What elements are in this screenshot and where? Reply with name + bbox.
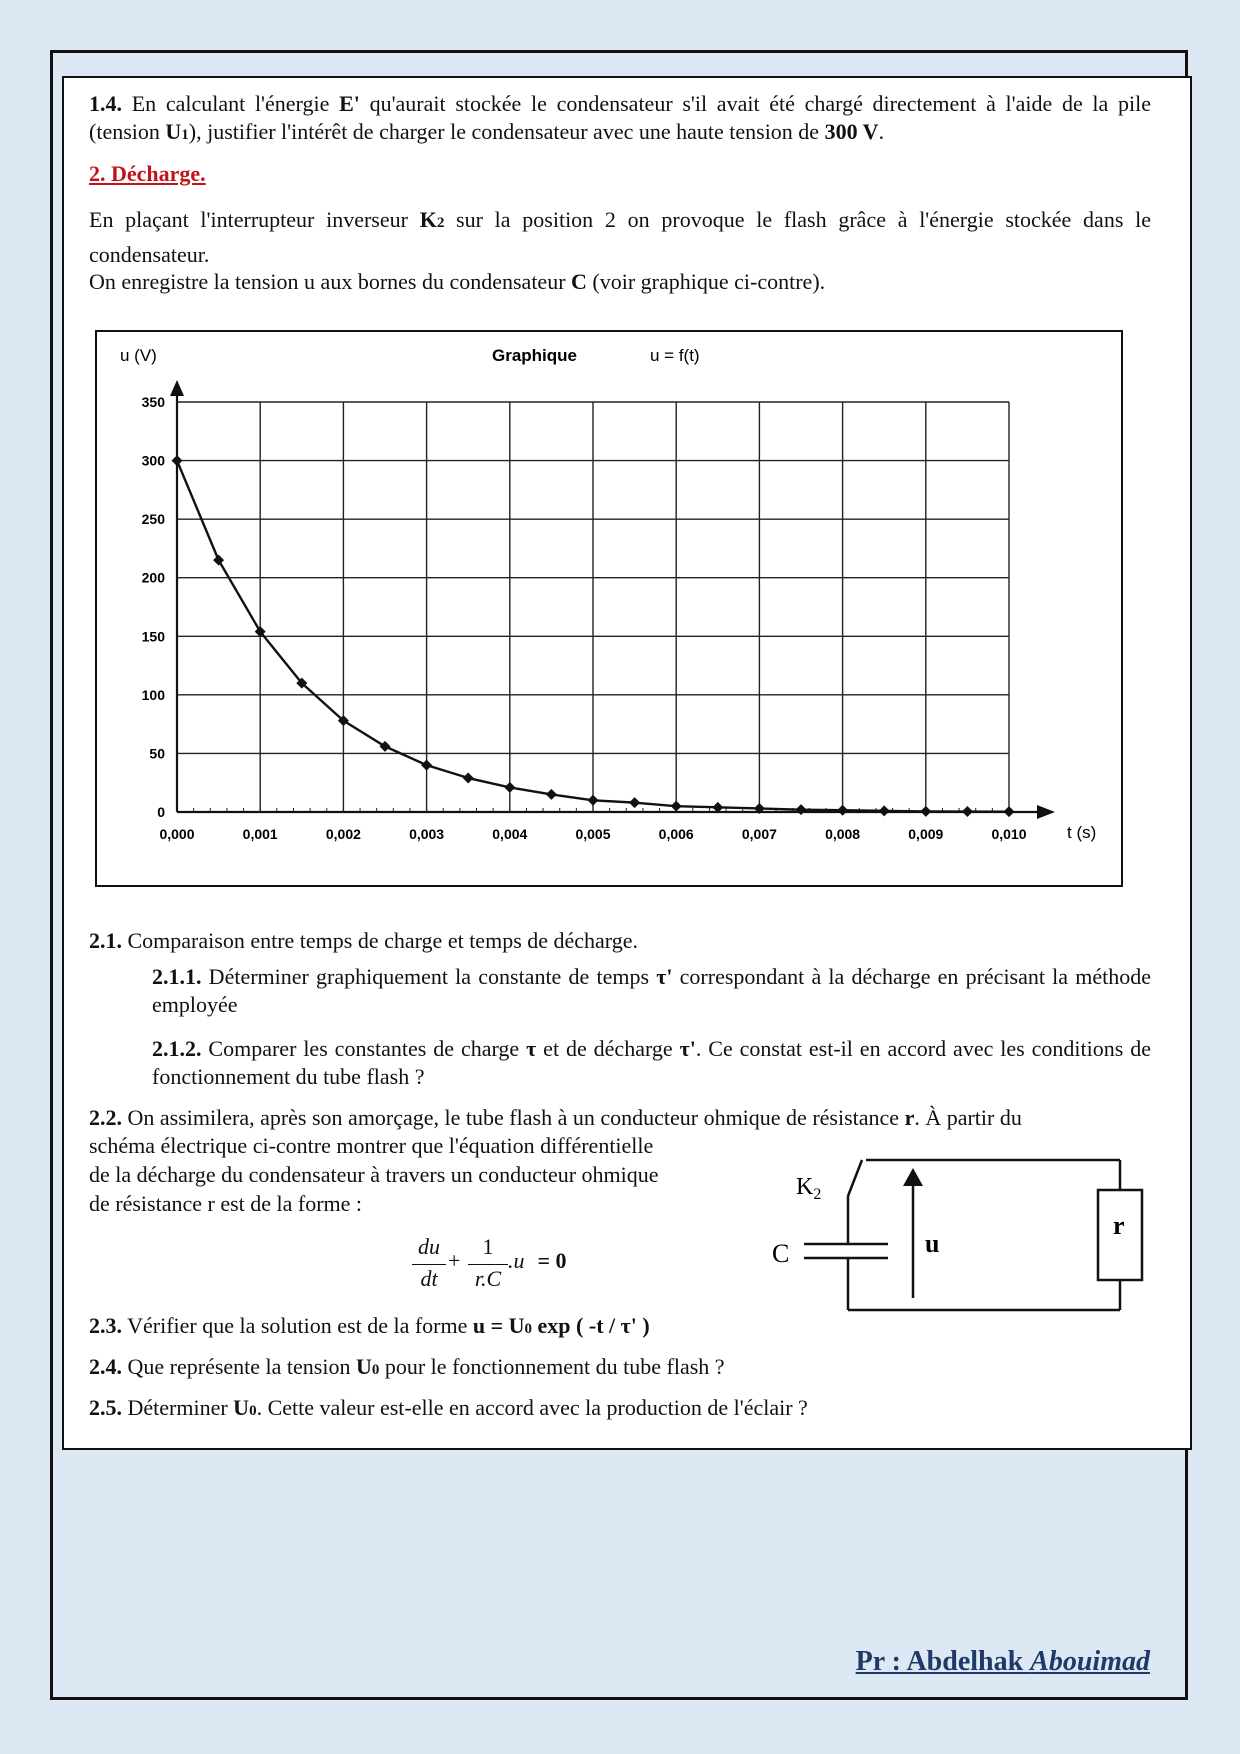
x-tick-label: 0,006 bbox=[658, 826, 694, 842]
data-point bbox=[504, 782, 515, 793]
chart-svg bbox=[97, 332, 1125, 889]
eq-rhs: = 0 bbox=[532, 1248, 567, 1273]
differential-equation bbox=[404, 1226, 624, 1296]
data-point bbox=[463, 773, 474, 784]
eq-denominator: r.C bbox=[474, 1266, 502, 1291]
circuit-diagram bbox=[770, 1148, 1170, 1313]
intro-paragraph: En plaçant l'interrupteur inverseur K2 sur la position 2 on provoque le flash grâce à l'énergie stockée dans le condensateur. bbox=[89, 207, 1151, 267]
data-point bbox=[629, 797, 640, 808]
question-2-1-1: 2.1.1. Déterminer graphiquement la constante de temps τ' correspondant à la décharge en précisant la méthode employée bbox=[152, 964, 1151, 1017]
question-2-4: 2.4. Que représente la tension U0 pour le fonctionnement du tube flash ? bbox=[89, 1354, 725, 1379]
x-tick-label: 0,000 bbox=[159, 826, 195, 842]
section-title: 2. Décharge. bbox=[89, 161, 206, 186]
question-2-2-line: de la décharge du condensateur à travers un conducteur ohmique bbox=[89, 1162, 659, 1187]
eq-numerator: du bbox=[418, 1234, 440, 1259]
y-tick-label: 200 bbox=[141, 569, 165, 586]
data-point bbox=[1004, 806, 1015, 817]
x-tick-label: 0,008 bbox=[825, 826, 861, 842]
chart-title: Graphique bbox=[492, 346, 578, 365]
x-tick-label: 0,009 bbox=[908, 826, 944, 842]
y-axis-label: u (V) bbox=[120, 346, 157, 365]
question-1-4: 1.4. En calculant l'énergie E' qu'aurait stockée le condensateur s'il avait été chargé directement à l'aide de la pile (tension U1), justifier l'intérêt de charger le condensateur avec une haute tension de 300 V. bbox=[89, 91, 1152, 144]
question-2-5: 2.5. Déterminer U0. Cette valeur est-elle en accord avec la production de l'éclair ? bbox=[89, 1395, 808, 1420]
x-axis-arrow bbox=[1037, 805, 1055, 819]
x-tick-label: 0,007 bbox=[741, 826, 777, 842]
question-2-2-line: schéma électrique ci-contre montrer que l'équation différentielle bbox=[89, 1133, 654, 1158]
x-tick-label: 0,005 bbox=[575, 826, 611, 842]
question-2-2: 2.2. On assimilera, après son amorçage, le tube flash à un conducteur ohmique de résistance r. À partir du bbox=[89, 1105, 1022, 1130]
data-point bbox=[588, 795, 599, 806]
discharge-chart bbox=[95, 330, 1123, 887]
chart-subtitle: u = f(t) bbox=[650, 346, 700, 365]
y-tick-label: 0 bbox=[157, 804, 165, 820]
x-tick-label: 0,010 bbox=[991, 826, 1027, 842]
eq-u: .u bbox=[508, 1248, 525, 1273]
y-tick-label: 150 bbox=[141, 628, 165, 645]
data-point bbox=[962, 806, 973, 817]
y-tick-label: 50 bbox=[149, 745, 165, 762]
question-2-2-line: de résistance r est de la forme : bbox=[89, 1191, 363, 1216]
x-tick-label: 0,004 bbox=[492, 826, 528, 842]
switch-k2 bbox=[848, 1160, 862, 1196]
y-axis-arrow bbox=[170, 380, 184, 396]
y-tick-label: 100 bbox=[141, 686, 165, 703]
data-point bbox=[172, 455, 183, 466]
data-point bbox=[546, 789, 557, 800]
question-2-3: 2.3. Vérifier que la solution est de la forme u = U0 exp ( -t / τ' ) bbox=[89, 1313, 650, 1338]
switch-label: $K_2$ bbox=[796, 1174, 822, 1203]
question-2-1: 2.1. Comparaison entre temps de charge et temps de décharge. bbox=[89, 928, 639, 953]
data-point bbox=[213, 555, 224, 566]
question-2-1-2: 2.1.2. Comparer les constantes de charge τ et de décharge τ'. Ce constat est-il en accord avec les conditions de fonctionnement du tube flash ? bbox=[152, 1036, 1151, 1089]
x-tick-label: 0,003 bbox=[409, 826, 445, 842]
author-signature: Pr : Abdelhak Abouimad bbox=[855, 1646, 1150, 1677]
x-tick-label: 0,001 bbox=[242, 826, 278, 842]
voltage-label: u bbox=[925, 1229, 940, 1258]
resistor-label: r bbox=[1113, 1211, 1125, 1240]
data-point bbox=[920, 806, 931, 817]
data-point bbox=[380, 741, 391, 752]
arrow-head bbox=[903, 1168, 923, 1186]
data-point bbox=[837, 805, 848, 816]
y-tick-label: 300 bbox=[141, 452, 165, 469]
fraction-bar bbox=[412, 1264, 446, 1265]
data-point bbox=[421, 760, 432, 771]
y-tick-label: 350 bbox=[141, 394, 165, 410]
x-axis-label: t (s) bbox=[1067, 823, 1097, 842]
eq-denominator: dt bbox=[420, 1266, 438, 1291]
data-point bbox=[879, 805, 890, 816]
eq-plus: + bbox=[448, 1248, 461, 1273]
question-number: 1.4. bbox=[89, 91, 122, 116]
fraction-bar bbox=[468, 1264, 508, 1265]
data-point bbox=[796, 804, 807, 815]
y-tick-label: 250 bbox=[141, 511, 165, 528]
intro-paragraph-2: On enregistre la tension u aux bornes du condensateur C (voir graphique ci-contre). bbox=[89, 269, 826, 294]
eq-numerator: 1 bbox=[482, 1234, 494, 1259]
data-point bbox=[671, 801, 682, 812]
x-tick-label: 0,002 bbox=[325, 826, 361, 842]
capacitor-label: C bbox=[772, 1239, 790, 1268]
